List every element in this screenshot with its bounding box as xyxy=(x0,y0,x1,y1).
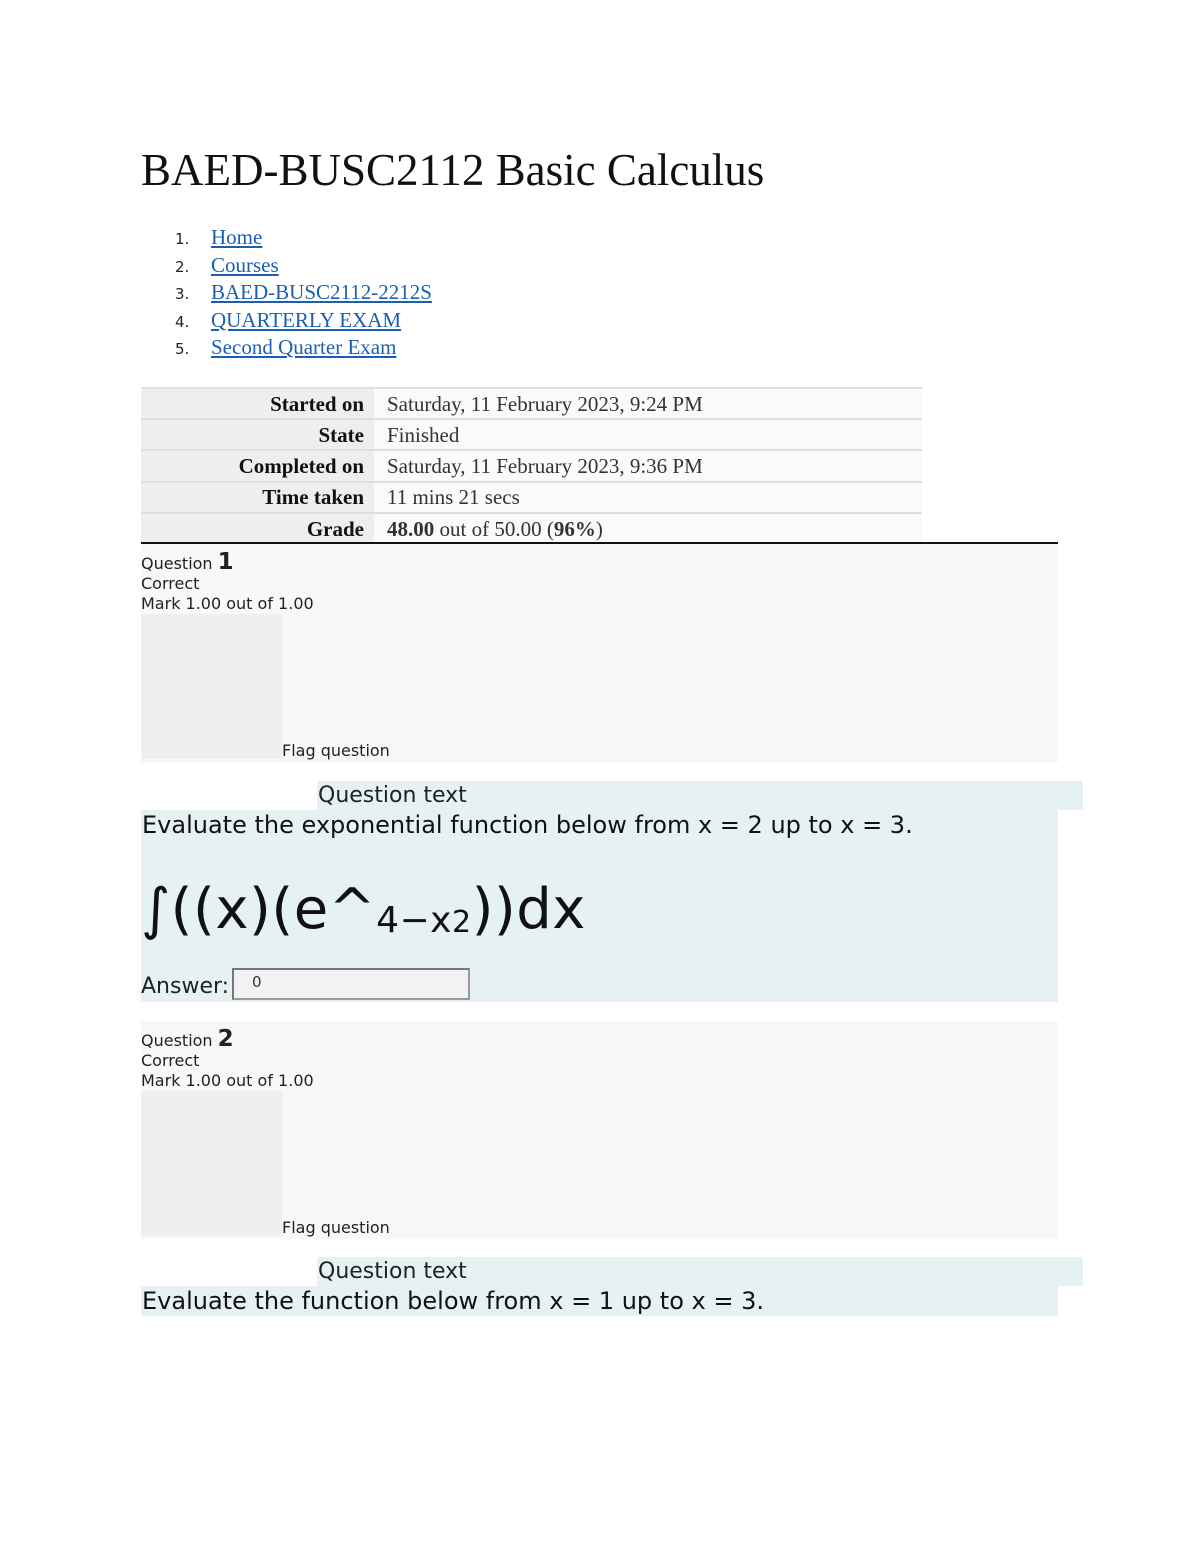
summary-row-time-taken xyxy=(141,482,922,513)
question-info-1 xyxy=(141,544,1058,763)
summary-value xyxy=(374,513,922,544)
summary-label: State xyxy=(141,419,374,450)
breadcrumb-item xyxy=(141,307,432,335)
summary-row-completed-on xyxy=(141,450,922,481)
summary-row-state xyxy=(141,419,922,450)
breadcrumb-number: 2. xyxy=(175,257,190,276)
formula-exponent-power: 2 xyxy=(451,905,472,940)
flag-question-button[interactable]: Flag question xyxy=(282,741,390,760)
breadcrumb-link-quarterly-exam[interactable]: QUARTERLY EXAM xyxy=(211,307,402,332)
breadcrumb-number: 4. xyxy=(175,312,190,331)
attempt-summary-table xyxy=(141,387,922,544)
breadcrumb-link-second-quarter-exam[interactable]: Second Quarter Exam xyxy=(211,335,397,360)
breadcrumb-link-home[interactable]: Home xyxy=(211,225,263,249)
grade-score: 48.00 xyxy=(387,516,435,541)
breadcrumb-item xyxy=(141,334,432,362)
flag-icon[interactable] xyxy=(141,614,282,759)
summary-row-grade xyxy=(141,513,922,544)
question-prompt: Evaluate the exponential function below from x = 2 up to x = 3. xyxy=(142,811,913,839)
breadcrumb xyxy=(141,224,432,362)
question-number-value: 2 xyxy=(217,1026,234,1052)
page-title: BAED-BUSC2112 Basic Calculus xyxy=(141,145,765,195)
grade-close: ) xyxy=(595,516,603,541)
grade-out-of: out of 50.00 ( xyxy=(434,516,554,541)
question-label: Question xyxy=(141,554,213,573)
breadcrumb-number: 1. xyxy=(175,230,190,248)
breadcrumb-item xyxy=(141,252,432,280)
question-prompt: Evaluate the function below from x = 1 up to x = 3. xyxy=(142,1287,764,1315)
question-info-2 xyxy=(141,1021,1058,1239)
formula-exponent: 4−x xyxy=(376,900,452,941)
formula-start: ∫((x)(e^ xyxy=(141,877,377,942)
question-grade: Mark 1.00 out of 1.00 xyxy=(141,1071,314,1090)
question-number xyxy=(141,1026,1058,1052)
breadcrumb-number: 3. xyxy=(175,285,190,304)
breadcrumb-link-course[interactable]: BAED-BUSC2112-2212S xyxy=(211,280,432,305)
answer-input[interactable]: 0 xyxy=(232,968,470,1000)
summary-label: Time taken xyxy=(141,482,374,513)
summary-value: 11 mins 21 secs xyxy=(374,482,922,513)
question-state: Correct xyxy=(141,574,200,593)
formula-end: ))dx xyxy=(471,877,586,942)
question-number-value: 1 xyxy=(217,549,234,575)
summary-value: Saturday, 11 February 2023, 9:36 PM xyxy=(374,450,922,481)
question-content-1 xyxy=(141,810,1058,1002)
question-text-heading: Question text xyxy=(317,781,1083,810)
flag-question-button[interactable]: Flag question xyxy=(282,1218,390,1237)
breadcrumb-number: 5. xyxy=(175,340,190,359)
summary-label: Completed on xyxy=(141,450,374,481)
question-content-2 xyxy=(141,1286,1058,1316)
answer-label: Answer: xyxy=(141,974,230,999)
summary-row-started-on xyxy=(141,388,922,419)
question-formula xyxy=(141,875,1058,958)
breadcrumb-item xyxy=(141,224,432,252)
breadcrumb-link-courses[interactable]: Courses xyxy=(211,252,279,277)
summary-label: Started on xyxy=(141,388,374,419)
flag-icon[interactable] xyxy=(141,1091,282,1236)
question-state: Correct xyxy=(141,1051,200,1070)
summary-value: Saturday, 11 February 2023, 9:24 PM xyxy=(374,388,922,419)
question-label: Question xyxy=(141,1031,213,1050)
summary-value: Finished xyxy=(374,419,922,450)
breadcrumb-item xyxy=(141,279,432,307)
question-text-heading: Question text xyxy=(317,1257,1083,1286)
question-number xyxy=(141,549,1058,575)
grade-percent: 96% xyxy=(553,516,596,541)
question-grade: Mark 1.00 out of 1.00 xyxy=(141,594,314,613)
summary-label: Grade xyxy=(141,513,374,544)
